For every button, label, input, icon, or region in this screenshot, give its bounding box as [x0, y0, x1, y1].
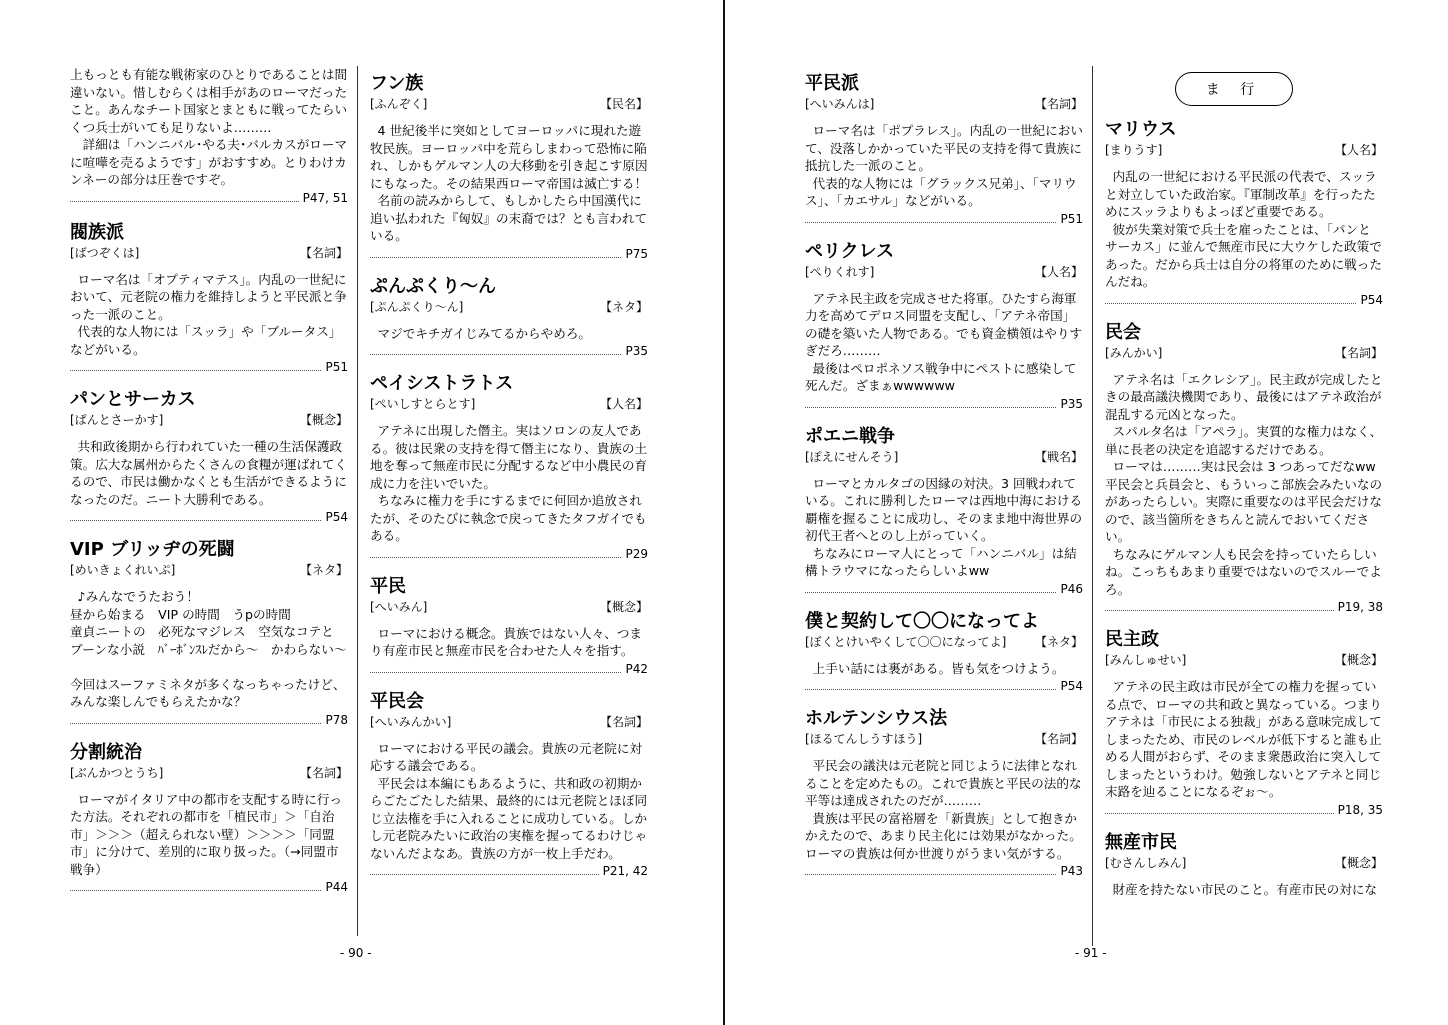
- page-reference: P42: [370, 662, 648, 676]
- column-divider: [1092, 66, 1093, 946]
- right-column-2: [1105, 66, 1383, 912]
- entry-paragraph: 財産を持たない市民のこと。有産市民の対にな: [1112, 881, 1378, 897]
- entry-category: 【概念】: [599, 599, 648, 614]
- entry-paragraph: ローマにおける平民の議会。貴族の元老院に対応する議会である。: [370, 740, 643, 773]
- entry-reading: [ふんぞく]: [370, 97, 428, 111]
- blank-line: [70, 658, 348, 676]
- entry-paragraph: 平民会の議決は元老院と同じように法律となれることを定めたもの。これで貴族と平民の法的な平等は達成されたのだが………: [805, 758, 1082, 808]
- entry-category: 【名詞】: [1034, 97, 1083, 111]
- entry-paragraph: 共和政後期から行われていた一種の生活保護政策。広大な属州からたくさんの食糧が運ばれてくるので、市民は働かなくとも生活ができるようになったのだ。ニート大勝利である。: [70, 439, 348, 507]
- entry-title: VIP ブリッヂの死闘: [70, 539, 235, 560]
- entry-paragraph: ローマ名は「ポプラレス」。内乱の一世紀において、没落しかかっていた平民の支持を得て貴族に抵抗した一派のこと。: [805, 123, 1083, 173]
- entry-poeni-sensou: [805, 425, 1083, 596]
- entry-paragraph: ちなみにローマ人にとって「ハンニバル」は結構トラウマになったらしいよww: [805, 545, 1077, 578]
- entry-reading: [へいみんは]: [805, 97, 875, 111]
- page-reference: P29: [370, 547, 648, 561]
- left-column-2: [370, 66, 648, 892]
- entry-reading: [ぺいしすとらとす]: [370, 397, 476, 411]
- entry-marius: [1105, 118, 1383, 307]
- entry-reading: [ぱんとさーかす]: [70, 413, 164, 427]
- entry-title: 無産市民: [1105, 831, 1177, 853]
- page-reference: P43: [805, 864, 1083, 878]
- page-reference: P21, 42: [370, 864, 648, 878]
- entry-bunkatsu-touchi: [70, 741, 348, 895]
- entry-paragraph: 4 世紀後半に突如としてヨーロッパに現れた遊牧民族。ヨーロッパ中を荒らしまわって恐怖に陥れ、しかもゲルマン人の大移動を引き起こす原因にもなった。その結果西ローマ帝国は滅亡する！: [370, 123, 648, 191]
- entry-paragraph: 代表的な人物には「グラックス兄弟」、「マリウス」、「カエサル」などがいる。: [805, 175, 1077, 208]
- entry-reading: [へいみんかい]: [370, 714, 452, 729]
- entry-batsuzokuha: [70, 221, 348, 375]
- entry-paragraph: 今回はスーファミネタが多くなっちゃったけど、みんな楽しんでもらえたかな？: [70, 676, 346, 709]
- entry-title: ペリクレス: [805, 240, 895, 262]
- page-reference: P46: [805, 582, 1083, 596]
- entry-paragraph: 名前の読みからして、もしかしたら中国漢代に追い払われた『匈奴』の末裔では？とも言われている。: [370, 193, 648, 243]
- entry-paragraph: マジでキチガイじみてるからやめろ。: [377, 325, 592, 341]
- right-page-number: - 91 -: [1075, 946, 1107, 960]
- entry-reading: [ぶんかつとうち]: [70, 765, 164, 780]
- entry-paragraph: ローマは………実は民会は 3 つあってだなww 平民会と兵員会と、もういっこ部族会みたいなのがあったらしい。実際に重要なのは平民会だけなので、該当箇所をきちんと読んでおいてください。: [1105, 459, 1383, 544]
- entry-paragraph: ちなみにゲルマン人も民会を持っていたらしいね。こっちもあまり重要ではないのでスルーでよろ。: [1105, 546, 1382, 597]
- continuation-text: [70, 66, 348, 189]
- entry-paragraph: 内乱の一世紀における平民派の代表で、スッラと対立していた政治家。『軍制改革』を行ったためにスッラよりもよっぽど重要である。: [1105, 169, 1377, 219]
- entry-category: 【民名】: [599, 97, 648, 111]
- entry-reading: [みんかい]: [1105, 345, 1163, 360]
- entry-paragraph: アテネ民主政を完成させた将軍。ひたすら海軍力を高めてデロス同盟を支配し、「アテネ帝国」の礎を築いた人物である。でも資金横領はやりすぎだろ………: [805, 290, 1083, 358]
- entry-title: 民主政: [1105, 629, 1159, 650]
- entry-paragraph: 彼が失業対策で兵士を雇ったことは、「パンとサーカス」に並んで無産市民に大ウケした政策であった。だから兵士は自分の将軍のために戦ったんだね。: [1105, 221, 1382, 289]
- entry-paragraph: スパルタ名は「アペラ」。実質的な権力はなく、単に長老の決定を追認するだけである。: [1105, 424, 1383, 457]
- entry-reading: [ぺりくれす]: [805, 264, 875, 279]
- entry-reading: [むさんしみん]: [1105, 855, 1187, 870]
- entry-minkai: [1105, 321, 1383, 615]
- page-reference: P35: [805, 397, 1083, 411]
- page-reference: P75: [370, 247, 648, 261]
- entry-paragraph: ローマがイタリア中の都市を支配する時に行った方法。それぞれの都市を「植民市」＞「自治市」＞＞＞（超えられない壁）＞＞＞＞「同盟市」に分けて、差別的に取り扱った。（→同盟市戦争）: [70, 791, 343, 877]
- entry-category: 【名詞】: [1334, 345, 1383, 360]
- continuation-ref: P47, 51: [70, 191, 348, 205]
- right-column-1: [805, 66, 1083, 892]
- entry-category: 【人名】: [1034, 264, 1083, 279]
- page-reference: P54: [1105, 293, 1383, 307]
- entry-category: 【概念】: [299, 413, 348, 427]
- entry-title: フン族: [370, 73, 424, 94]
- entry-paragraph: 上手い話には裏がある。皆も気をつけよう。: [812, 660, 1065, 676]
- entry-reading: [ぷんぷくり～ん]: [370, 299, 464, 314]
- entry-minshusei: [1105, 628, 1383, 817]
- page-reference: P19, 38: [1105, 600, 1383, 614]
- entry-category: 【概念】: [1334, 653, 1383, 667]
- entry-heimin: [370, 575, 648, 676]
- entry-reading: [ぼくとけいやくして〇〇になってよ]: [805, 634, 1007, 649]
- lyric-line: 昼から始まる VIP の時間 うpの時間: [70, 606, 291, 622]
- entry-reading: [ばつぞくは]: [70, 245, 140, 260]
- entry-title: ぷんぷくり～ん: [370, 275, 496, 297]
- entry-paragraph: ローマにおける概念。貴族ではない人々、つまり有産市民と無産市民を合わせた人々を指す。: [370, 625, 643, 658]
- continuation-para-2: 詳細は「ハンニバル･やる夫･バルカスがローマに喧嘩を売るようです」がおすすめ。とりわけカンネーの部分は圧巻ですぞ。: [70, 137, 348, 187]
- entry-title: 平民: [370, 575, 406, 597]
- entry-title: 僕と契約して〇〇になってよ: [805, 610, 1039, 632]
- entry-category: 【名詞】: [1034, 732, 1083, 746]
- entry-vip-bridge: [70, 538, 348, 727]
- lyric-line: ♪みんなでうたおう！: [77, 589, 199, 604]
- entry-category: 【概念】: [1334, 855, 1383, 870]
- entry-category: 【名詞】: [299, 765, 348, 780]
- left-page-number: - 90 -: [340, 946, 372, 960]
- entry-paragraph: 代表的な人物には「スッラ」や「ブルータス」などがいる。: [70, 324, 342, 357]
- entry-paragraph: 最後はペロポネソス戦争中にペストに感染して死んだ。ざまぁwwwwww: [805, 360, 1077, 393]
- entry-paragraph: 平民会は本編にもあるように、共和政の初期からごたごたした結果、最終的には元老院とほぼ同じ立法権を手に入れることに成功している。しかし元老院みたいに政治の実権を握ってるわけじゃないんだよなあ。貴族の方が一枚上手だわ。: [370, 775, 648, 861]
- column-divider: [357, 66, 358, 936]
- entry-punpukurin: [370, 275, 648, 359]
- page-reference: P51: [805, 212, 1083, 226]
- left-column-1: [70, 66, 348, 908]
- entry-paragraph: アテネ名は「エクレシア」。民主政が完成したときの最高議決機関であり、最後にはアテネ政治が混乱する元凶となった。: [1105, 371, 1383, 422]
- entry-title: ホルテンシウス法: [805, 708, 948, 729]
- entry-reading: [めいきょくれいぷ]: [70, 563, 176, 577]
- entry-heiminha: [805, 72, 1083, 226]
- book-spine: [723, 0, 725, 1025]
- page-reference: P35: [370, 344, 648, 358]
- entry-category: 【名詞】: [299, 245, 348, 260]
- entry-category: 【ネタ】: [1034, 634, 1083, 649]
- entry-title: 平民会: [370, 690, 424, 712]
- entry-title: ペイシストラトス: [370, 373, 514, 394]
- page-reference: P54: [805, 679, 1083, 693]
- entry-reading: [へいみん]: [370, 599, 428, 614]
- entry-paragraph: アテネに出現した僭主。実はソロンの友人である。彼は民衆の支持を得て僭主になり、貴族の土地を奪って無産市民に分配するなど中小農民の育成に力を注いでいた。: [370, 423, 648, 491]
- entry-reading: [ほるてんしうすほう]: [805, 732, 923, 746]
- entry-category: 【名詞】: [599, 714, 648, 729]
- entry-hortensius-hou: [805, 707, 1083, 878]
- page-reference: P18, 35: [1105, 803, 1383, 817]
- entry-category: 【ネタ】: [299, 563, 348, 577]
- entry-category: 【人名】: [1334, 143, 1383, 157]
- entry-perikles: [805, 240, 1083, 411]
- entry-paragraph: ローマとカルタゴの因縁の対決。3 回戦われている。これに勝利したローマは西地中海における覇権を握ることに成功し、そのまま地中海世界の初代王者へとのし上がっていく。: [805, 475, 1083, 543]
- entry-category: 【人名】: [599, 397, 648, 411]
- entry-category: 【ネタ】: [599, 299, 648, 314]
- entry-pan-to-circus: [70, 388, 348, 524]
- entry-title: ポエニ戦争: [805, 425, 895, 447]
- entry-reading: [まりうす]: [1105, 143, 1163, 157]
- page-reference: P51: [70, 360, 348, 374]
- entry-title: 平民派: [805, 73, 859, 94]
- lyric-line: 童貞ニートの 必死なマジレス 空気なコテと: [70, 624, 334, 639]
- entry-paragraph: ちなみに権力を手にするまでに何回か追放されたが、そのたびに執念で戻ってきたタフガイでもある。: [370, 493, 647, 543]
- entry-paragraph: アテネの民主政は市民が全ての権力を握っている点で、ローマの共和政と異なっている。つまりアテネは「市民による独裁」がある意味完成してしまったため、市民のレベルが低下すると誰も止める人間がおらず、そのまま衆愚政治に突入してしまったというわけ。勉強しないとアテネと同じ末路を辿ることになるぞぉ～。: [1105, 679, 1382, 799]
- page-reference: P78: [70, 713, 348, 727]
- lyric-line: ブーンな小説 ﾊﾞｰﾎﾞﾝｽﾚだから～ かわらない～: [70, 641, 347, 657]
- entry-reading: [みんしゅせい]: [1105, 653, 1187, 667]
- page-reference: P54: [70, 510, 348, 524]
- entry-title: 分割統治: [70, 741, 142, 763]
- entry-title: 民会: [1105, 321, 1141, 343]
- page-reference: P44: [70, 880, 348, 894]
- entry-heiminkai: [370, 690, 648, 879]
- continuation-para-1: 上もっとも有能な戦術家のひとりであることは間違いない。惜しむらくは相手があのローマだったこと。あんなチート国家とまともに戦ってたらいくつ兵士がいても足りないよ………: [70, 67, 348, 135]
- entry-hunzoku: [370, 72, 648, 261]
- entry-reading: [ぽえにせんそう]: [805, 449, 899, 464]
- entry-musan-shimin: [1105, 831, 1383, 899]
- entry-paragraph: 貴族は平民の富裕層を「新貴族」として抱きかかえたので、あまり民主化には効果がなかった。ローマの貴族は何か世渡りがうまい気がする。: [805, 810, 1082, 861]
- section-label-ma-gyo: ま 行: [1175, 72, 1293, 106]
- entry-title: マリウス: [1105, 119, 1177, 140]
- entry-peisistratos: [370, 372, 648, 561]
- entry-boku-to-keiyaku: [805, 610, 1083, 694]
- entry-category: 【戦名】: [1034, 449, 1083, 464]
- entry-paragraph: ローマ名は「オプティマテス」。内乱の一世紀において、元老院の権力を維持しようと平民派と争った一派のこと。: [70, 271, 347, 322]
- entry-title: 閥族派: [70, 221, 124, 243]
- entry-title: パンとサーカス: [70, 389, 196, 410]
